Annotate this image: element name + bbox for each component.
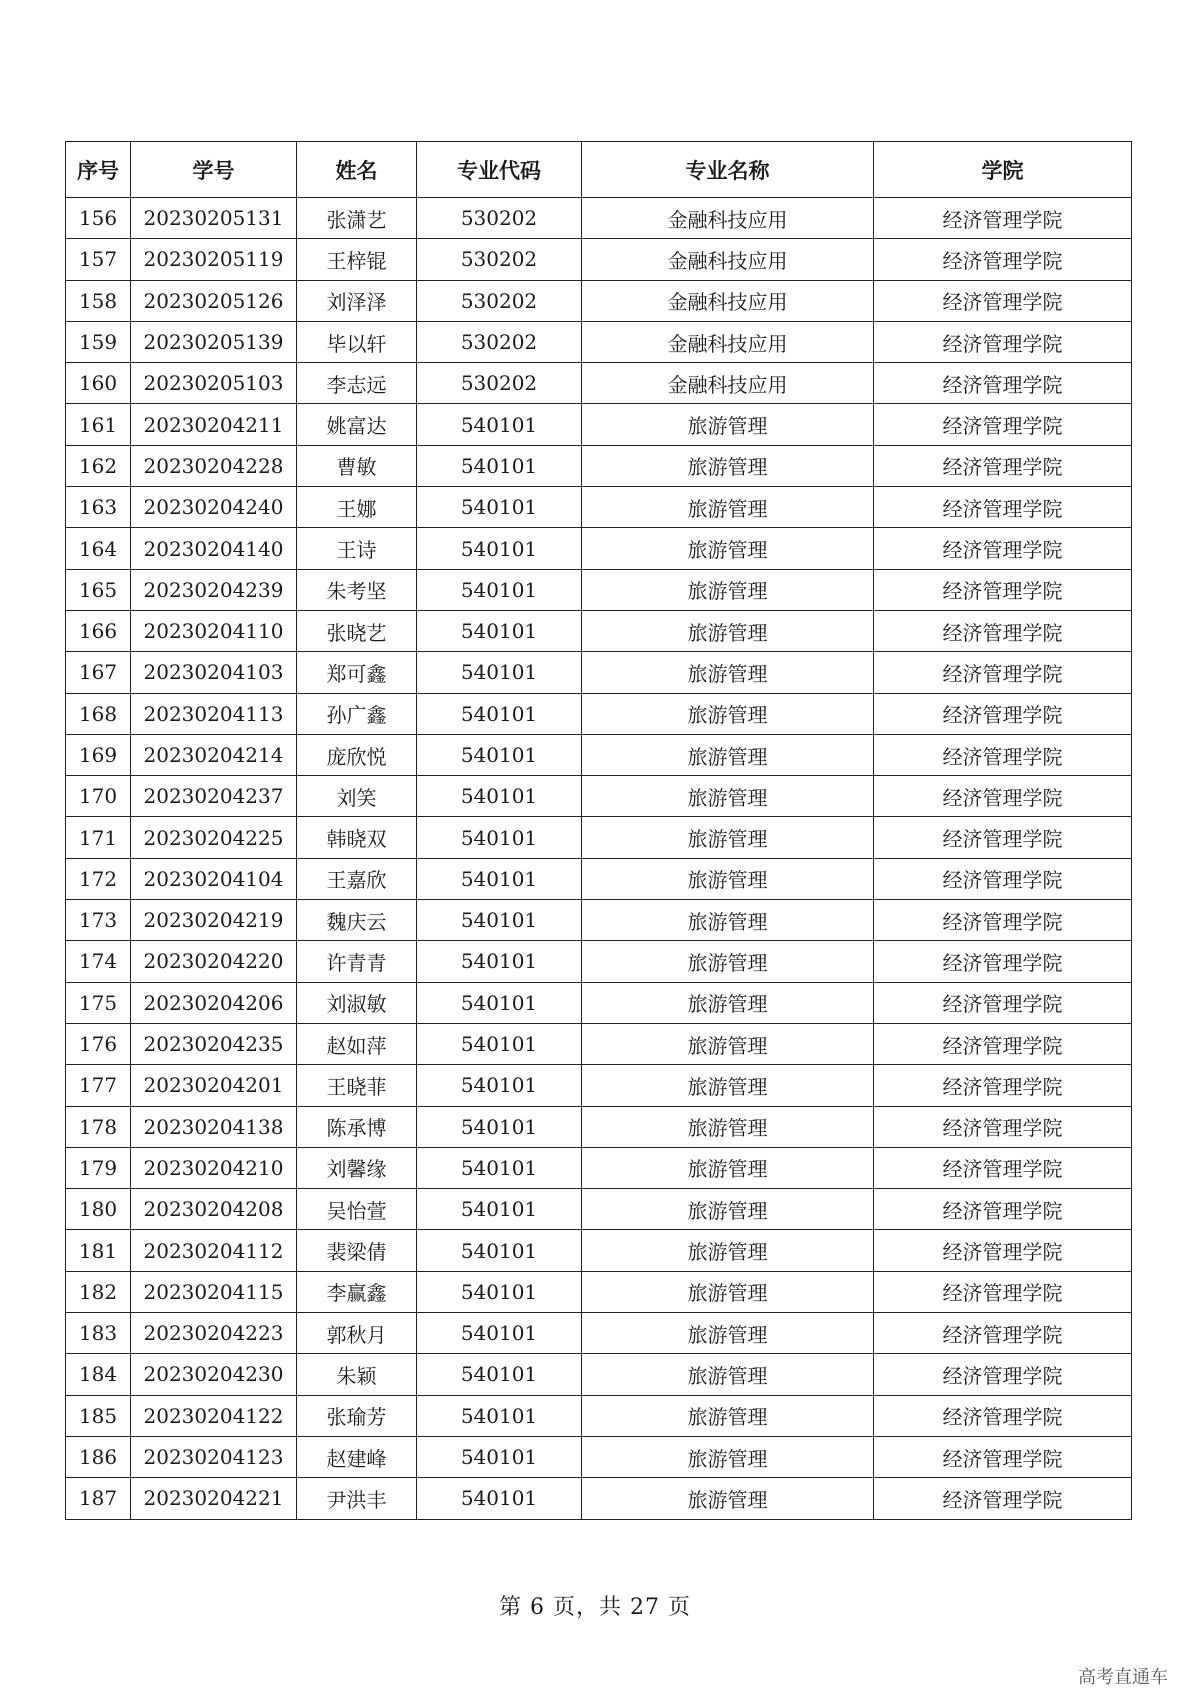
cell-major-code: 540101 bbox=[417, 1478, 582, 1519]
cell-college: 经济管理学院 bbox=[874, 363, 1132, 404]
cell-seq: 185 bbox=[66, 1395, 131, 1436]
cell-major-name: 旅游管理 bbox=[582, 1023, 874, 1064]
cell-seq: 177 bbox=[66, 1065, 131, 1106]
cell-college: 经济管理学院 bbox=[874, 1230, 1132, 1271]
cell-major-code: 540101 bbox=[417, 569, 582, 610]
cell-seq: 161 bbox=[66, 404, 131, 445]
header-seq: 序号 bbox=[66, 142, 131, 198]
cell-major-name: 旅游管理 bbox=[582, 900, 874, 941]
table-row bbox=[66, 734, 1132, 775]
cell-major-code: 540101 bbox=[417, 404, 582, 445]
cell-major-name: 旅游管理 bbox=[582, 776, 874, 817]
cell-student-id: 20230205139 bbox=[131, 321, 297, 362]
cell-major-name: 旅游管理 bbox=[582, 1230, 874, 1271]
cell-college: 经济管理学院 bbox=[874, 1436, 1132, 1477]
cell-student-id: 20230204235 bbox=[131, 1023, 297, 1064]
cell-major-name: 金融科技应用 bbox=[582, 198, 874, 239]
table-body bbox=[66, 198, 1132, 1520]
cell-name: 刘馨缘 bbox=[297, 1147, 417, 1188]
cell-student-id: 20230204104 bbox=[131, 858, 297, 899]
cell-seq: 183 bbox=[66, 1313, 131, 1354]
cell-major-name: 旅游管理 bbox=[582, 1106, 874, 1147]
cell-name: 李志远 bbox=[297, 363, 417, 404]
cell-student-id: 20230204112 bbox=[131, 1230, 297, 1271]
cell-major-code: 540101 bbox=[417, 900, 582, 941]
cell-student-id: 20230204220 bbox=[131, 941, 297, 982]
table-row bbox=[66, 982, 1132, 1023]
table-row bbox=[66, 1106, 1132, 1147]
table-row bbox=[66, 1354, 1132, 1395]
cell-major-name: 旅游管理 bbox=[582, 941, 874, 982]
cell-seq: 156 bbox=[66, 198, 131, 239]
cell-seq: 167 bbox=[66, 652, 131, 693]
cell-college: 经济管理学院 bbox=[874, 982, 1132, 1023]
table-row bbox=[66, 1065, 1132, 1106]
cell-college: 经济管理学院 bbox=[874, 487, 1132, 528]
table-row bbox=[66, 693, 1132, 734]
cell-major-name: 旅游管理 bbox=[582, 610, 874, 651]
table-row bbox=[66, 1230, 1132, 1271]
cell-name: 张晓艺 bbox=[297, 610, 417, 651]
cell-major-code: 540101 bbox=[417, 1106, 582, 1147]
cell-name: 朱考坚 bbox=[297, 569, 417, 610]
cell-major-name: 旅游管理 bbox=[582, 693, 874, 734]
cell-major-name: 旅游管理 bbox=[582, 569, 874, 610]
cell-student-id: 20230204223 bbox=[131, 1313, 297, 1354]
cell-major-code: 540101 bbox=[417, 941, 582, 982]
header-college: 学院 bbox=[874, 142, 1132, 198]
cell-college: 经济管理学院 bbox=[874, 1189, 1132, 1230]
cell-major-name: 旅游管理 bbox=[582, 445, 874, 486]
cell-seq: 169 bbox=[66, 734, 131, 775]
cell-major-code: 540101 bbox=[417, 1436, 582, 1477]
table-row bbox=[66, 528, 1132, 569]
cell-student-id: 20230204239 bbox=[131, 569, 297, 610]
cell-college: 经济管理学院 bbox=[874, 1023, 1132, 1064]
cell-name: 庞欣悦 bbox=[297, 734, 417, 775]
cell-name: 朱颖 bbox=[297, 1354, 417, 1395]
cell-seq: 178 bbox=[66, 1106, 131, 1147]
cell-student-id: 20230204201 bbox=[131, 1065, 297, 1106]
table-row bbox=[66, 321, 1132, 362]
cell-seq: 164 bbox=[66, 528, 131, 569]
table-row bbox=[66, 198, 1132, 239]
cell-seq: 170 bbox=[66, 776, 131, 817]
table-row bbox=[66, 239, 1132, 280]
page-number: 第 6 页，共 27 页 bbox=[499, 1595, 691, 1620]
cell-major-code: 540101 bbox=[417, 1354, 582, 1395]
table-row bbox=[66, 487, 1132, 528]
cell-seq: 157 bbox=[66, 239, 131, 280]
watermark-text: 高考直通车 bbox=[1078, 1667, 1168, 1688]
cell-name: 王晓菲 bbox=[297, 1065, 417, 1106]
cell-major-code: 540101 bbox=[417, 858, 582, 899]
cell-name: 刘笑 bbox=[297, 776, 417, 817]
cell-seq: 171 bbox=[66, 817, 131, 858]
cell-major-code: 540101 bbox=[417, 610, 582, 651]
cell-college: 经济管理学院 bbox=[874, 1147, 1132, 1188]
cell-seq: 168 bbox=[66, 693, 131, 734]
cell-college: 经济管理学院 bbox=[874, 858, 1132, 899]
cell-seq: 173 bbox=[66, 900, 131, 941]
header-row bbox=[66, 142, 1132, 198]
cell-name: 张潇艺 bbox=[297, 198, 417, 239]
header-major-code: 专业代码 bbox=[417, 142, 582, 198]
cell-college: 经济管理学院 bbox=[874, 817, 1132, 858]
cell-name: 韩晓双 bbox=[297, 817, 417, 858]
table-row bbox=[66, 1147, 1132, 1188]
cell-major-code: 530202 bbox=[417, 239, 582, 280]
cell-name: 刘泽泽 bbox=[297, 280, 417, 321]
cell-major-code: 540101 bbox=[417, 652, 582, 693]
cell-name: 孙广鑫 bbox=[297, 693, 417, 734]
cell-seq: 187 bbox=[66, 1478, 131, 1519]
cell-student-id: 20230204210 bbox=[131, 1147, 297, 1188]
cell-student-id: 20230204113 bbox=[131, 693, 297, 734]
cell-college: 经济管理学院 bbox=[874, 321, 1132, 362]
cell-major-code: 540101 bbox=[417, 982, 582, 1023]
cell-student-id: 20230205126 bbox=[131, 280, 297, 321]
cell-major-code: 530202 bbox=[417, 280, 582, 321]
cell-major-name: 金融科技应用 bbox=[582, 321, 874, 362]
cell-college: 经济管理学院 bbox=[874, 610, 1132, 651]
header-major-name: 专业名称 bbox=[582, 142, 874, 198]
cell-name: 李赢鑫 bbox=[297, 1271, 417, 1312]
cell-college: 经济管理学院 bbox=[874, 528, 1132, 569]
cell-student-id: 20230204211 bbox=[131, 404, 297, 445]
cell-seq: 158 bbox=[66, 280, 131, 321]
cell-student-id: 20230204206 bbox=[131, 982, 297, 1023]
cell-major-code: 540101 bbox=[417, 487, 582, 528]
cell-student-id: 20230204230 bbox=[131, 1354, 297, 1395]
cell-seq: 175 bbox=[66, 982, 131, 1023]
table-row bbox=[66, 1189, 1132, 1230]
cell-college: 经济管理学院 bbox=[874, 1106, 1132, 1147]
cell-major-name: 旅游管理 bbox=[582, 1147, 874, 1188]
header-name: 姓名 bbox=[297, 142, 417, 198]
cell-name: 曹敏 bbox=[297, 445, 417, 486]
cell-major-name: 旅游管理 bbox=[582, 1313, 874, 1354]
cell-major-name: 旅游管理 bbox=[582, 1189, 874, 1230]
table-header bbox=[66, 142, 1132, 198]
table-row bbox=[66, 1478, 1132, 1519]
table-row bbox=[66, 817, 1132, 858]
cell-major-name: 旅游管理 bbox=[582, 817, 874, 858]
table-row bbox=[66, 1313, 1132, 1354]
cell-student-id: 20230204110 bbox=[131, 610, 297, 651]
table-row bbox=[66, 900, 1132, 941]
cell-seq: 179 bbox=[66, 1147, 131, 1188]
student-table bbox=[65, 141, 1132, 1520]
cell-major-name: 金融科技应用 bbox=[582, 239, 874, 280]
cell-seq: 186 bbox=[66, 1436, 131, 1477]
cell-seq: 176 bbox=[66, 1023, 131, 1064]
cell-college: 经济管理学院 bbox=[874, 1395, 1132, 1436]
cell-seq: 174 bbox=[66, 941, 131, 982]
header-student-id: 学号 bbox=[131, 142, 297, 198]
cell-major-code: 540101 bbox=[417, 1147, 582, 1188]
cell-major-code: 540101 bbox=[417, 1230, 582, 1271]
cell-student-id: 20230204214 bbox=[131, 734, 297, 775]
cell-college: 经济管理学院 bbox=[874, 652, 1132, 693]
cell-student-id: 20230204228 bbox=[131, 445, 297, 486]
table-row bbox=[66, 652, 1132, 693]
cell-name: 赵建峰 bbox=[297, 1436, 417, 1477]
cell-major-name: 旅游管理 bbox=[582, 1395, 874, 1436]
cell-student-id: 20230204240 bbox=[131, 487, 297, 528]
table-row bbox=[66, 941, 1132, 982]
cell-major-name: 旅游管理 bbox=[582, 652, 874, 693]
cell-college: 经济管理学院 bbox=[874, 693, 1132, 734]
table-row bbox=[66, 569, 1132, 610]
cell-major-name: 旅游管理 bbox=[582, 734, 874, 775]
cell-major-code: 530202 bbox=[417, 363, 582, 404]
table-row bbox=[66, 1436, 1132, 1477]
cell-major-code: 540101 bbox=[417, 693, 582, 734]
cell-name: 王梓锟 bbox=[297, 239, 417, 280]
cell-college: 经济管理学院 bbox=[874, 776, 1132, 817]
cell-name: 尹洪丰 bbox=[297, 1478, 417, 1519]
table-row bbox=[66, 280, 1132, 321]
cell-major-name: 旅游管理 bbox=[582, 1478, 874, 1519]
cell-name: 王娜 bbox=[297, 487, 417, 528]
cell-student-id: 20230204115 bbox=[131, 1271, 297, 1312]
cell-college: 经济管理学院 bbox=[874, 900, 1132, 941]
table-row bbox=[66, 776, 1132, 817]
cell-major-code: 530202 bbox=[417, 198, 582, 239]
cell-seq: 163 bbox=[66, 487, 131, 528]
cell-major-code: 540101 bbox=[417, 1065, 582, 1106]
cell-college: 经济管理学院 bbox=[874, 569, 1132, 610]
cell-major-name: 金融科技应用 bbox=[582, 280, 874, 321]
cell-major-name: 旅游管理 bbox=[582, 1065, 874, 1106]
cell-college: 经济管理学院 bbox=[874, 404, 1132, 445]
cell-name: 王嘉欣 bbox=[297, 858, 417, 899]
cell-seq: 181 bbox=[66, 1230, 131, 1271]
cell-student-id: 20230204122 bbox=[131, 1395, 297, 1436]
cell-student-id: 20230204208 bbox=[131, 1189, 297, 1230]
cell-seq: 162 bbox=[66, 445, 131, 486]
cell-major-name: 旅游管理 bbox=[582, 858, 874, 899]
cell-seq: 166 bbox=[66, 610, 131, 651]
cell-major-name: 旅游管理 bbox=[582, 1354, 874, 1395]
cell-major-code: 540101 bbox=[417, 445, 582, 486]
cell-seq: 180 bbox=[66, 1189, 131, 1230]
cell-student-id: 20230204138 bbox=[131, 1106, 297, 1147]
cell-major-code: 540101 bbox=[417, 776, 582, 817]
cell-student-id: 20230205119 bbox=[131, 239, 297, 280]
cell-college: 经济管理学院 bbox=[874, 941, 1132, 982]
student-table-container bbox=[65, 141, 1131, 1520]
cell-student-id: 20230204123 bbox=[131, 1436, 297, 1477]
cell-seq: 172 bbox=[66, 858, 131, 899]
cell-college: 经济管理学院 bbox=[874, 734, 1132, 775]
cell-major-name: 金融科技应用 bbox=[582, 363, 874, 404]
cell-seq: 165 bbox=[66, 569, 131, 610]
cell-student-id: 20230205103 bbox=[131, 363, 297, 404]
cell-name: 裴梁倩 bbox=[297, 1230, 417, 1271]
cell-college: 经济管理学院 bbox=[874, 198, 1132, 239]
cell-name: 王诗 bbox=[297, 528, 417, 569]
cell-college: 经济管理学院 bbox=[874, 280, 1132, 321]
cell-name: 许青青 bbox=[297, 941, 417, 982]
cell-name: 郭秋月 bbox=[297, 1313, 417, 1354]
cell-seq: 184 bbox=[66, 1354, 131, 1395]
cell-college: 经济管理学院 bbox=[874, 1065, 1132, 1106]
cell-seq: 182 bbox=[66, 1271, 131, 1312]
cell-name: 郑可鑫 bbox=[297, 652, 417, 693]
cell-major-code: 540101 bbox=[417, 1271, 582, 1312]
cell-name: 陈承博 bbox=[297, 1106, 417, 1147]
cell-major-code: 540101 bbox=[417, 1395, 582, 1436]
cell-major-code: 540101 bbox=[417, 1189, 582, 1230]
table-row bbox=[66, 858, 1132, 899]
table-row bbox=[66, 1271, 1132, 1312]
cell-major-code: 540101 bbox=[417, 817, 582, 858]
cell-college: 经济管理学院 bbox=[874, 445, 1132, 486]
cell-student-id: 20230205131 bbox=[131, 198, 297, 239]
table-row bbox=[66, 445, 1132, 486]
cell-seq: 159 bbox=[66, 321, 131, 362]
table-row bbox=[66, 1395, 1132, 1436]
cell-name: 魏庆云 bbox=[297, 900, 417, 941]
table-row bbox=[66, 610, 1132, 651]
cell-major-code: 540101 bbox=[417, 734, 582, 775]
cell-name: 毕以轩 bbox=[297, 321, 417, 362]
cell-student-id: 20230204103 bbox=[131, 652, 297, 693]
table-row bbox=[66, 363, 1132, 404]
cell-major-code: 540101 bbox=[417, 528, 582, 569]
cell-major-name: 旅游管理 bbox=[582, 528, 874, 569]
cell-name: 刘淑敏 bbox=[297, 982, 417, 1023]
cell-major-code: 530202 bbox=[417, 321, 582, 362]
cell-name: 张瑜芳 bbox=[297, 1395, 417, 1436]
cell-major-name: 旅游管理 bbox=[582, 982, 874, 1023]
cell-major-name: 旅游管理 bbox=[582, 1436, 874, 1477]
cell-major-name: 旅游管理 bbox=[582, 1271, 874, 1312]
table-row bbox=[66, 1023, 1132, 1064]
cell-college: 经济管理学院 bbox=[874, 1478, 1132, 1519]
cell-college: 经济管理学院 bbox=[874, 239, 1132, 280]
cell-student-id: 20230204219 bbox=[131, 900, 297, 941]
cell-name: 吴怡萱 bbox=[297, 1189, 417, 1230]
cell-college: 经济管理学院 bbox=[874, 1271, 1132, 1312]
cell-major-code: 540101 bbox=[417, 1023, 582, 1064]
cell-major-code: 540101 bbox=[417, 1313, 582, 1354]
cell-student-id: 20230204221 bbox=[131, 1478, 297, 1519]
cell-major-name: 旅游管理 bbox=[582, 404, 874, 445]
cell-college: 经济管理学院 bbox=[874, 1313, 1132, 1354]
cell-college: 经济管理学院 bbox=[874, 1354, 1132, 1395]
cell-student-id: 20230204225 bbox=[131, 817, 297, 858]
cell-student-id: 20230204140 bbox=[131, 528, 297, 569]
table-row bbox=[66, 404, 1132, 445]
cell-seq: 160 bbox=[66, 363, 131, 404]
cell-name: 赵如萍 bbox=[297, 1023, 417, 1064]
cell-major-name: 旅游管理 bbox=[582, 487, 874, 528]
cell-name: 姚富达 bbox=[297, 404, 417, 445]
cell-student-id: 20230204237 bbox=[131, 776, 297, 817]
